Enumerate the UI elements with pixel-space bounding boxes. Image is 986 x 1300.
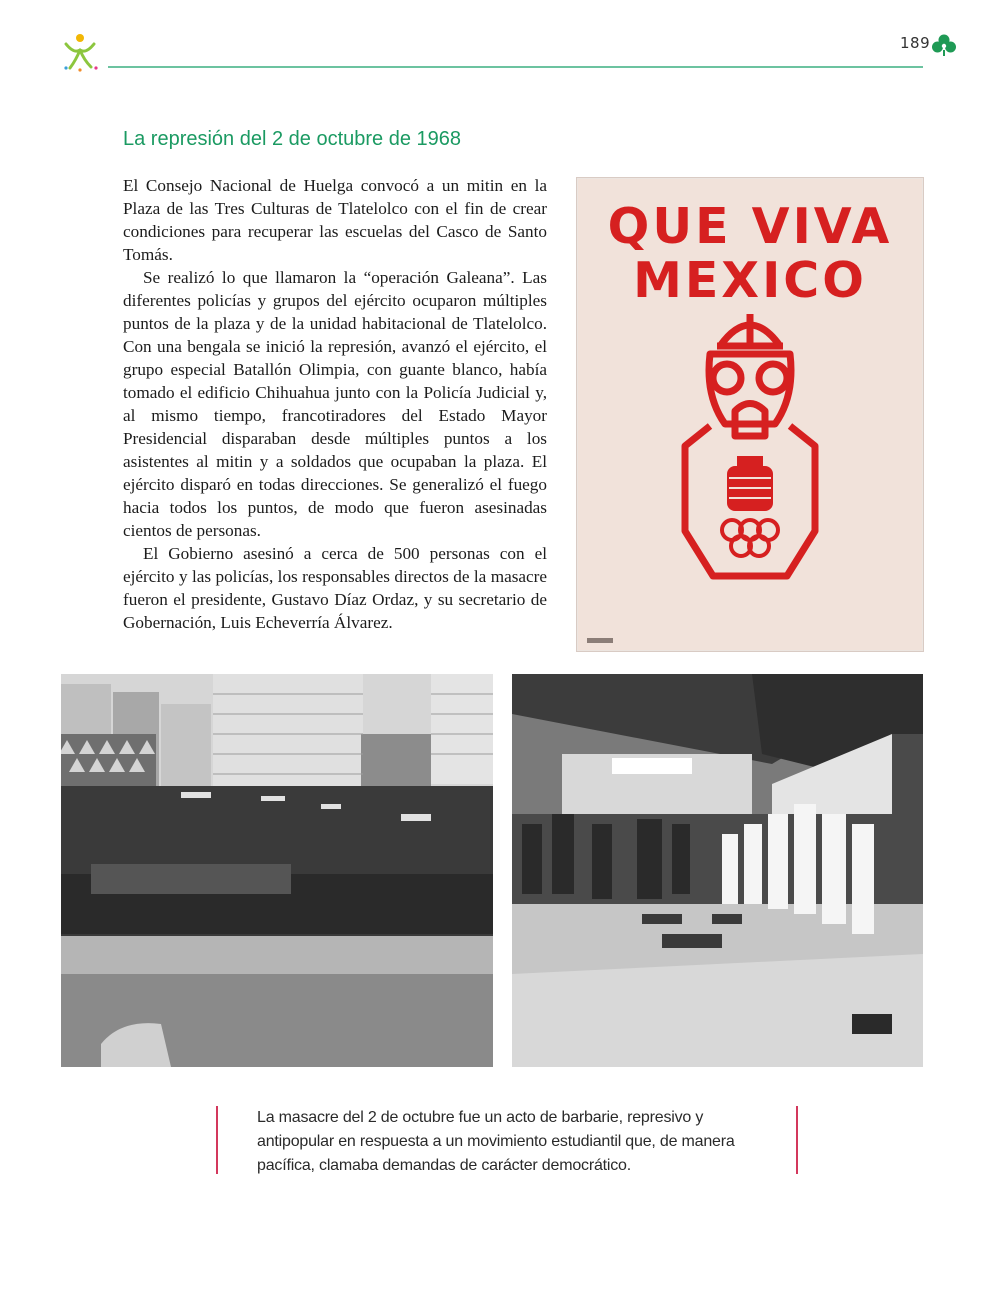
caption-bar-left <box>216 1106 218 1174</box>
paragraph-2: Se realizó lo que llamaron la “operación Galeana”. Las diferentes policías y grupos del ejército ocuparon múltiples puntos de la plaza y de la unidad habitacional de Tlatelolco. Con una bengala se inició la represión, avanzó el ejército, el grupo especial Batallón Olimpia, con guante blanco, había tomado el edificio Chihuahua junto con la Policía Judicial y, al mismo tiempo, francotiradores del Estado Mayor Presidencial disparaban desde múltiples puntos a los asistentes al mitin y a soldados que ocupaban la plaza. El ejército disparó en todas direcciones. Se generalizó el fuego hacia todos los puntos, de modo que fueron asesinadas cientos de personas. <box>123 268 547 540</box>
crowd-plaza-photo <box>61 674 493 1067</box>
gas-mask-figure-illustration <box>675 306 825 591</box>
poster-headline-2: MEXICO <box>633 252 867 309</box>
poster-catalog-tag <box>587 638 613 643</box>
section-title: La represión del 2 de octubre de 1968 <box>123 128 462 150</box>
poster-headline-1: QUE VIVA <box>607 198 893 255</box>
caption-bar-right <box>796 1106 798 1174</box>
sun-person-logo-icon <box>58 30 102 74</box>
poster-image <box>576 177 924 652</box>
page-number: 189 <box>900 34 931 52</box>
clover-icon <box>931 33 957 57</box>
paragraph-1: El Consejo Nacional de Huelga convocó a un mitin en la Plaza de las Tres Culturas de Tlatelolco con el fin de crear condiciones para recuperar las escuelas del Casco de Santo Tomás. <box>123 176 547 264</box>
photo-caption: La masacre del 2 de octubre fue un acto de barbarie, represivo y antipopular en respuesta a un movimiento estudiantil que, de manera pacífica, clamaba demandas de carácter democrático. <box>257 1109 735 1174</box>
header-rule <box>108 66 923 68</box>
arrest-hallway-photo <box>512 674 923 1067</box>
paragraph-3: El Gobierno asesinó a cerca de 500 personas con el ejército y las policías, los responsables directos de la masacre fueron el presidente, Gustavo Díaz Ordaz, y su secretario de Gobernación, Luis Echeverría Álvarez. <box>123 544 547 632</box>
body-text <box>123 174 547 634</box>
